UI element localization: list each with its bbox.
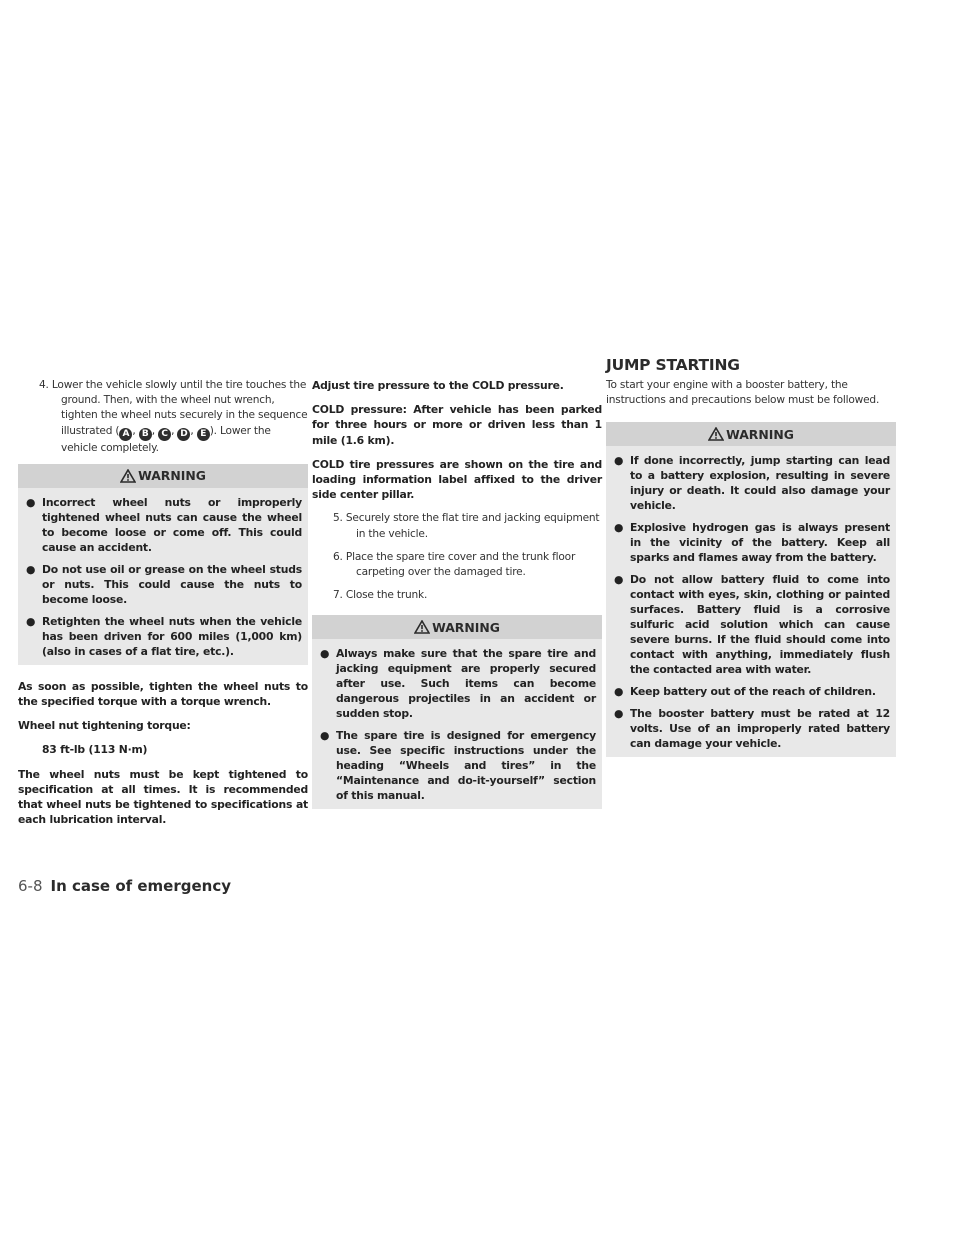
- warning-text: The booster battery must be rated at 12 volts. Use of an improperly rated battery can damage your vehicle.: [630, 707, 890, 751]
- page-footer: [18, 876, 231, 895]
- warning-box: [606, 422, 896, 757]
- bullet-icon: ●: [614, 573, 624, 587]
- section-heading: [606, 356, 896, 374]
- step-5: [312, 511, 602, 541]
- warning-triangle-icon: [414, 620, 430, 634]
- warning-text: Keep battery out of the reach of children.: [630, 685, 876, 699]
- step-number: 4.: [39, 379, 49, 391]
- warning-text: Incorrect wheel nuts or improperly tightened wheel nuts can cause the wheel to become loose or come off. This could cause an accident.: [42, 495, 302, 554]
- column-3: [606, 378, 896, 771]
- warning-text: Explosive hydrogen gas is always present in the vicinity of the battery. Keep all sparks and flames away from the battery.: [630, 521, 890, 565]
- paragraph: Adjust tire pressure to the COLD pressure.: [312, 379, 564, 392]
- step-4: 4. Lower the vehicle slowly until the tire touches the ground. Then, with the wheel nut wrench, tighten the wheel nuts securely in the sequence illustrated ( A , B , C , D , E ). Lower the vehicle completely.: [39, 379, 308, 454]
- step-text: Close the trunk.: [345, 589, 428, 602]
- warning-item: [606, 572, 896, 677]
- warning-item: [606, 706, 896, 751]
- marker-d-icon: D: [177, 428, 190, 441]
- bullet-icon: ●: [26, 614, 36, 628]
- warning-item: [606, 520, 896, 565]
- warning-item: [606, 453, 896, 513]
- warning-text: Do not allow battery fluid to come into contact with eyes, skin, clothing or painted surfaces. Battery fluid is a corrosive sulfuric acid solution which can cause severe burns. If the fluid should come into contact with anything, immediately flush the contacted area with water.: [630, 573, 890, 677]
- warning-triangle-icon: [708, 427, 724, 441]
- warning-header: [18, 464, 308, 488]
- warning-box: [18, 464, 308, 665]
- warning-item: [18, 495, 308, 555]
- bullet-icon: ●: [614, 707, 624, 721]
- section-title: JUMP STARTING: [606, 356, 740, 374]
- bullet-icon: ●: [614, 521, 624, 535]
- warning-text: Do not use oil or grease on the wheel studs or nuts. This could cause the nuts to become loose.: [42, 562, 302, 606]
- step-number: 5.: [333, 512, 343, 525]
- bullet-icon: ●: [26, 495, 36, 509]
- page-number: 6-8: [18, 877, 43, 895]
- step-text: Lower the vehicle slowly until the tire touches the ground. Then, with the wheel nut wrench, tighten the wheel nuts securely in the sequence illustrated (: [51, 379, 308, 437]
- step-text: Place the spare tire cover and the trunk floor carpeting over the damaged tire.: [345, 550, 576, 579]
- marker-a-icon: A: [119, 428, 132, 441]
- marker-c-icon: C: [158, 428, 171, 441]
- torque-value: 83 ft-lb (113 N·m): [42, 743, 148, 757]
- warning-header: [312, 615, 602, 639]
- warning-text: If done incorrectly, jump starting can lead to a battery explosion, resulting in severe injury or death. It could also damage your vehicle.: [630, 454, 890, 513]
- bullet-icon: ●: [320, 729, 330, 743]
- bullet-icon: ●: [26, 562, 36, 576]
- warning-item: [18, 562, 308, 607]
- warning-header: [606, 422, 896, 446]
- marker-e-icon: E: [197, 428, 210, 441]
- paragraph: COLD tire pressures are shown on the tire and loading information label affixed to the driver side center pillar.: [312, 457, 602, 502]
- intro-paragraph: To start your engine with a booster battery, the instructions and precautions below must be followed.: [606, 379, 880, 407]
- step-number: 6.: [333, 550, 343, 563]
- paragraph: The wheel nuts must be kept tightened to specification at all times. It is recommended that wheel nuts be tightened to specifications at each lubrication interval.: [18, 767, 308, 827]
- warning-title: WARNING: [432, 619, 500, 635]
- chapter-title: In case of emergency: [50, 877, 232, 895]
- warning-text: The spare tire is designed for emergency use. See specific instructions under the heading “Wheels and tires” in the “Maintenance and do-it-yourself” section of this manual.: [336, 729, 596, 803]
- column-1: [18, 378, 308, 836]
- bullet-icon: ●: [614, 454, 624, 468]
- warning-text: Retighten the wheel nuts when the vehicle has been driven for 600 miles (1,000 km) (also in cases of a flat tire, etc.).: [42, 614, 302, 658]
- step-text: Securely store the flat tire and jacking equipment in the vehicle.: [345, 512, 600, 540]
- step-number: 7.: [333, 589, 343, 602]
- warning-item: [606, 684, 896, 699]
- warning-triangle-icon: [120, 469, 136, 483]
- step-text-end: ). Lower the vehicle completely.: [61, 424, 271, 454]
- torque-label: Wheel nut tightening torque:: [18, 719, 191, 733]
- warning-item: [18, 614, 308, 659]
- bullet-icon: ●: [614, 685, 624, 699]
- paragraph: As soon as possible, tighten the wheel nuts to the specified torque with a torque wrench.: [18, 679, 308, 709]
- warning-item: [312, 646, 602, 721]
- warning-box: [312, 615, 602, 809]
- column-2: [312, 378, 602, 823]
- warning-item: [312, 728, 602, 803]
- warning-title: WARNING: [138, 468, 206, 484]
- warning-text: Always make sure that the spare tire and jacking equipment are properly secured after use. Such items can become dangerous projectiles in an accident or sudden stop.: [336, 647, 596, 721]
- step-6: [312, 550, 602, 580]
- paragraph: COLD pressure: After vehicle has been parked for three hours or more or driven less than 1 mile (1.6 km).: [312, 403, 602, 447]
- marker-b-icon: B: [139, 428, 152, 441]
- bullet-icon: ●: [320, 647, 330, 661]
- step-7: [312, 588, 602, 603]
- warning-title: WARNING: [726, 426, 794, 442]
